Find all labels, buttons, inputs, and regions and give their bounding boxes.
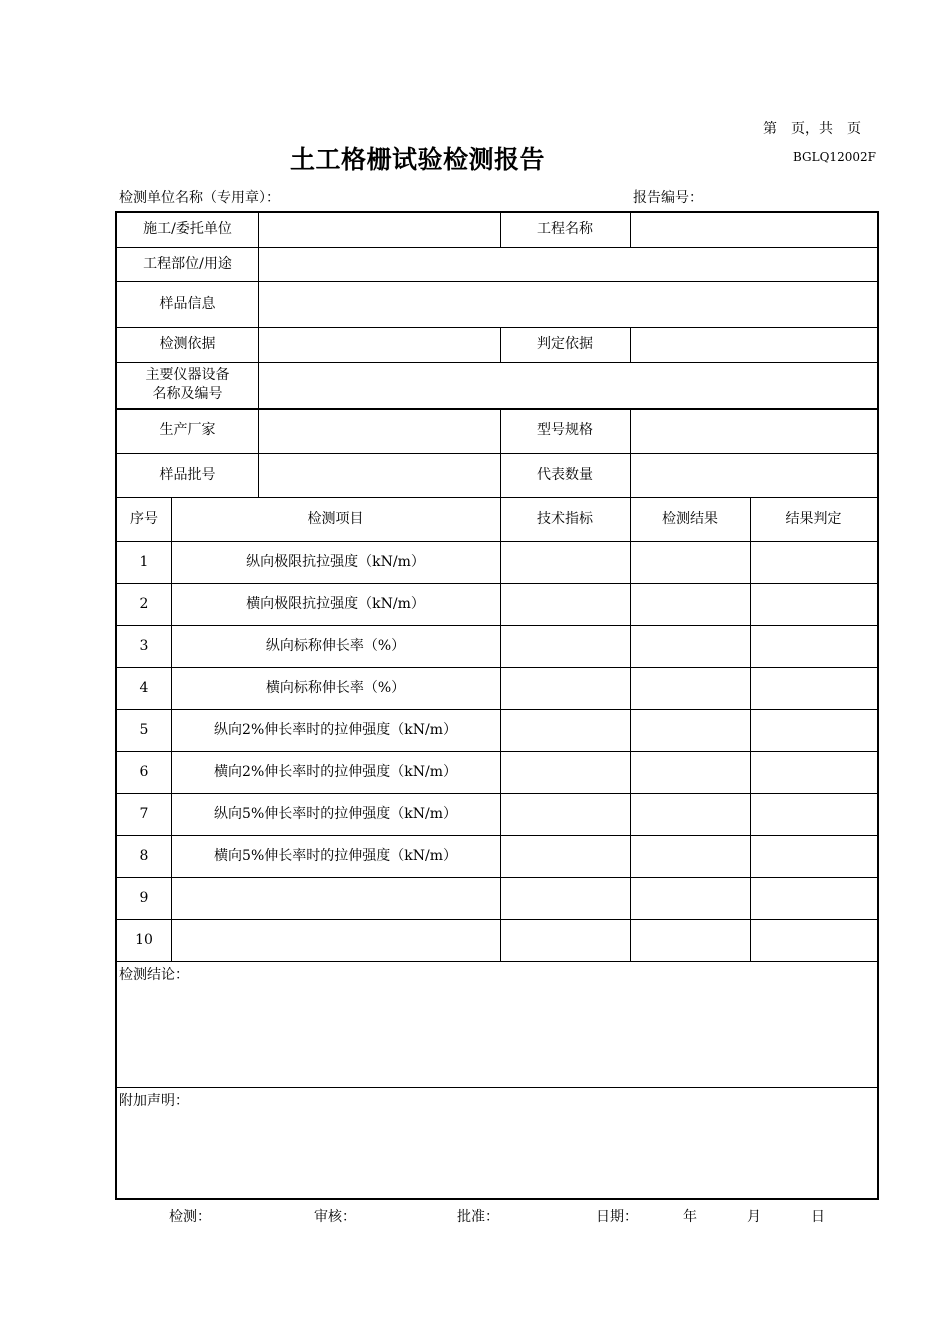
test-basis-label: 检测依据 <box>159 336 216 352</box>
row-number: 1 <box>139 553 149 570</box>
tester-label: 检测： <box>169 1209 211 1225</box>
sample-info-label: 样品信息 <box>159 295 216 312</box>
test-item <box>171 919 500 961</box>
day-label: 日 <box>811 1209 825 1225</box>
page-number: 第 页，共 页 <box>763 121 861 137</box>
test-item <box>171 877 500 919</box>
test-item: 横向极限抗拉强度（kN/m） <box>246 595 425 612</box>
equipment-label <box>117 362 258 408</box>
row-number: 5 <box>139 721 149 738</box>
judgment-basis-label: 判定依据 <box>537 336 593 352</box>
reviewer-label: 审核： <box>314 1209 356 1225</box>
date-label: 日期： <box>596 1209 638 1225</box>
row-number: 7 <box>139 805 149 822</box>
report-title: 土工格栅试验检测报告 <box>290 145 546 174</box>
test-item: 横向标称伸长率（%） <box>265 679 406 696</box>
test-item: 纵向标称伸长率（%） <box>265 637 406 654</box>
row-number: 10 <box>135 931 153 948</box>
manufacturer-label: 生产厂家 <box>159 422 216 438</box>
col-header-no: 序号 <box>130 510 158 527</box>
test-item: 横向5%伸长率时的拉伸强度（kN/m） <box>214 847 457 864</box>
quantity-label: 代表数量 <box>537 466 593 483</box>
month-label: 月 <box>747 1209 761 1225</box>
statement-label: 附加声明： <box>119 1093 189 1109</box>
equipment-label-line1: 主要仪器设备 <box>145 367 230 383</box>
row-divider <box>115 1087 879 1088</box>
row-number: 4 <box>139 679 149 696</box>
approver-label: 批准： <box>457 1209 499 1225</box>
row-number: 3 <box>139 637 149 654</box>
year-label: 年 <box>683 1209 697 1225</box>
row-number: 8 <box>139 847 149 864</box>
form-code: BGLQ12002F <box>793 150 876 164</box>
batch-number-label: 样品批号 <box>159 466 216 483</box>
row-number: 6 <box>139 763 149 780</box>
test-item: 纵向2%伸长率时的拉伸强度（kN/m） <box>214 721 457 738</box>
test-item: 横向2%伸长率时的拉伸强度（kN/m） <box>214 763 457 780</box>
column-divider <box>630 408 631 961</box>
test-item: 纵向极限抗拉强度（kN/m） <box>246 553 425 570</box>
row-divider <box>115 961 879 962</box>
col-header-spec: 技术指标 <box>537 510 593 527</box>
conclusion-label: 检测结论： <box>119 967 189 983</box>
col-header-item: 检测项目 <box>307 510 364 527</box>
column-divider <box>750 497 751 961</box>
col-header-result: 检测结果 <box>662 510 718 527</box>
column-divider <box>630 212 631 247</box>
row-number: 2 <box>139 595 149 612</box>
testing-unit-label: 检测单位名称（专用章）： <box>119 190 280 206</box>
project-name-label: 工程名称 <box>537 221 593 237</box>
client-label: 施工/委托单位 <box>143 221 232 237</box>
model-spec-label: 型号规格 <box>537 422 593 438</box>
equipment-label-line2: 名称及编号 <box>152 386 223 402</box>
test-item: 纵向5%伸长率时的拉伸强度（kN/m） <box>214 805 457 822</box>
column-divider <box>258 212 259 497</box>
report-number-label: 报告编号： <box>633 190 703 206</box>
row-number: 9 <box>139 889 149 906</box>
col-header-judgment: 结果判定 <box>785 510 842 527</box>
column-divider <box>630 327 631 362</box>
project-part-label: 工程部位/用途 <box>143 255 232 272</box>
